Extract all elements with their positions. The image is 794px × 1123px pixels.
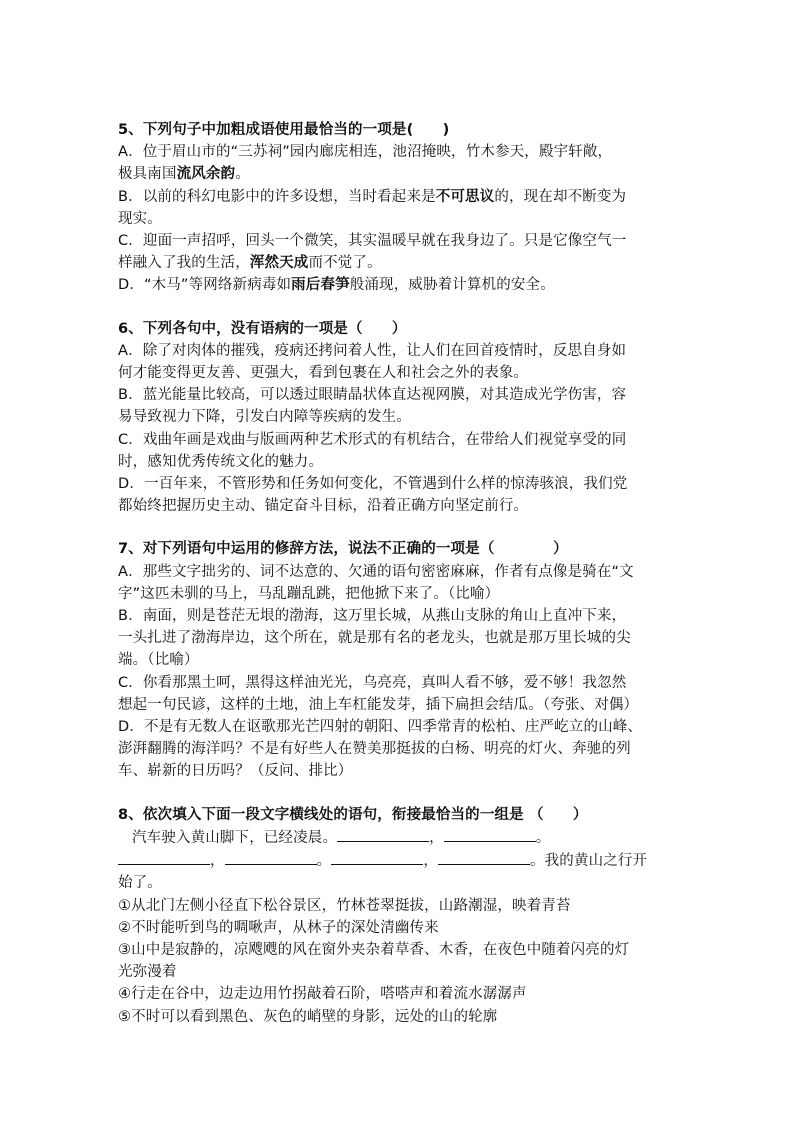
q8-option-3-line2: 光弥漫着 <box>118 964 177 981</box>
fill-blank-3[interactable] <box>118 849 210 865</box>
q8-passage-line1 <box>118 826 678 849</box>
question-5 <box>118 119 678 297</box>
q8-passage-line3: 始了。 <box>118 875 162 892</box>
q5-option-a-line1: A．位于眉山市的“三苏祠”园内廊庑相连，池沼掩映，竹木参天，殿宇轩敞， <box>118 144 613 161</box>
spacer <box>118 517 678 538</box>
q7-option-c-line2: 想起一句民谚，这样的土地，油上车杠能发芽，插下扁担会结瓜。（夸张、对偶） <box>118 696 639 713</box>
q7-option-d-line2: 澎湃翻腾的海洋吗？不是有好些人在赞美那挺拔的白杨、明亮的灯火、奔驰的列 <box>118 741 631 758</box>
q5-option-c-line2 <box>118 252 678 274</box>
bold-idiom: 不可思议 <box>435 188 495 205</box>
q8-option-5: ⑤不时可以看到黑色、灰色的峭壁的身影，远处的山的轮廓 <box>118 1008 498 1025</box>
q5-option-a-line2 <box>118 163 678 185</box>
spacer <box>118 783 678 804</box>
question-8-title: 8、依次填入下面一段文字横线处的语句，衔接最恰当的一组是 （ ） <box>118 806 588 823</box>
question-6 <box>118 318 678 518</box>
q8-option-1: ①从北门左侧小径直下松谷景区，竹林苍翠挺拔，山路潮湿，映着青苔 <box>118 897 571 914</box>
bold-idiom: 浑然天成 <box>249 255 309 272</box>
q6-option-b-line2: 易导致视力下降，引发白内障等疾病的发生。 <box>118 409 411 426</box>
comma: ， <box>423 853 438 870</box>
q8-option-3-line1: ③山中是寂静的，凉飕飕的风在窗外夹杂着草香、木香，在夜色中随着闪亮的灯 <box>118 941 630 958</box>
question-8 <box>118 804 678 1028</box>
q7-option-c-line1: C．你看那黑土呵，黑得这样油光光，乌亮亮，真叫人看不够，爱不够！我忽然 <box>118 674 627 691</box>
q6-option-a-line1: A．除了对肉体的摧残，疫病还拷问着人性，让人们在回首疫情时，反思自身如 <box>118 342 627 359</box>
fill-blank-1[interactable] <box>337 826 429 842</box>
q5-option-b-line2: 现实。 <box>118 210 162 227</box>
period: 。 <box>535 829 551 846</box>
spacer <box>118 297 678 318</box>
q7-option-b-line2: 一头扎进了渤海岸边，这个所在，就是那有名的老龙头，也就是那万里长城的尖 <box>118 630 631 647</box>
q6-option-d-line1: D．一百年来，不管形势和任务如何变化，不管遇到什么样的惊涛骇浪，我们党 <box>118 476 628 493</box>
text: B．以前的科幻电影中的许多设想，当时看起来是 <box>118 188 436 205</box>
period: 。 <box>316 853 332 870</box>
q7-option-d-line1: D．不是有无数人在讴歌那光芒四射的朝阳、四季常青的松柏、庄严屹立的山峰、 <box>118 719 643 736</box>
q6-option-c-line1: C．戏曲年画是戏曲与版画两种艺术形式的有机结合，在带给人们视觉享受的同 <box>118 431 627 448</box>
passage-text: 。我的黄山之行开 <box>529 853 648 870</box>
question-7-title: 7、对下列语句中运用的修辞方法，说法不正确的一项是（ ） <box>118 541 568 558</box>
q6-option-b-line1: B．蓝光能量比较高，可以透过眼睛晶状体直达视网膜，对其造成光学伤害，容 <box>118 387 627 404</box>
text: 。 <box>235 166 250 183</box>
q7-option-d-line3: 车、崭新的日历吗？（反问、排比） <box>118 763 353 780</box>
q5-option-c-line1: C．迎面一声招呼，回头一个微笑，其实温暖早就在我身边了。只是它像空气一 <box>118 233 627 250</box>
comma: ， <box>210 853 225 870</box>
q6-option-d-line2: 都始终把握历史主动、锚定奋斗目标，沿着正确方向坚定前行。 <box>118 498 529 515</box>
fill-blank-5[interactable] <box>331 849 423 865</box>
question-5-title: 5、下列句子中加粗成语使用最恰当的一项是( ) <box>118 122 450 138</box>
bold-idiom: 流风余韵 <box>176 166 236 183</box>
bold-idiom: 雨后春笋 <box>291 277 350 294</box>
passage-text: 汽车驶入黄山脚下，已经凌晨。 <box>132 829 338 846</box>
text: 的，现在却不断变为 <box>494 188 627 205</box>
text: 般涌现，威胁着计算机的安全。 <box>349 277 555 294</box>
text: 样融入了我的生活， <box>118 255 250 272</box>
exam-page <box>118 119 678 1028</box>
question-7 <box>118 538 678 782</box>
q6-option-a-line2: 何才能变得更友善、更强大，看到包裹在人和社会之外的表象。 <box>118 365 529 382</box>
fill-blank-6[interactable] <box>438 849 530 865</box>
question-6-title: 6、下列各句中，没有语病的一项是（ ） <box>118 320 407 337</box>
q7-option-b-line3: 端。（比喻） <box>118 652 199 669</box>
fill-blank-4[interactable] <box>225 849 317 865</box>
text: 极具南国 <box>118 166 177 183</box>
q7-option-a-line2: 字”这匹未驯的马上，马乱蹦乱跳，把他掀下来了。（比喻） <box>118 585 500 602</box>
comma: ， <box>429 829 444 846</box>
q5-option-b-line1 <box>118 186 678 208</box>
q8-option-4: ④行走在谷中，边走边用竹拐敲着石阶，嗒嗒声和着流水潺潺声 <box>118 986 527 1003</box>
q5-option-d-line1 <box>118 274 678 296</box>
text: 而不觉了。 <box>308 255 382 272</box>
text: D．“木马”等网络新病毒如 <box>118 277 292 294</box>
q7-option-a-line1: A．那些文字拙劣的、词不达意的、欠通的语句密密麻麻，作者有点像是骑在“文 <box>118 563 634 580</box>
q6-option-c-line2: 时，感知优秀传统文化的魅力。 <box>118 453 324 470</box>
q8-passage-line2 <box>118 849 678 872</box>
fill-blank-2[interactable] <box>444 826 536 842</box>
q7-option-b-line1: B．南面，则是苍茫无垠的渤海，这万里长城，从燕山支脉的角山上直冲下来， <box>118 608 627 625</box>
q8-option-2: ②不时能听到鸟的啁啾声，从林子的深处清幽传来 <box>118 919 439 936</box>
